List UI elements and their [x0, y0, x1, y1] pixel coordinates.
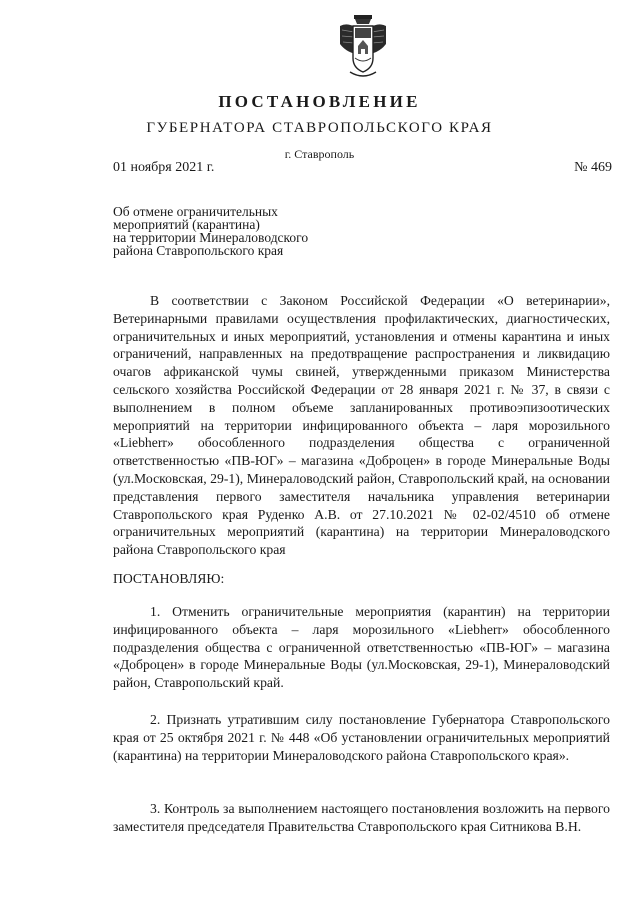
- coat-of-arms-icon: [336, 14, 390, 80]
- document-city: г. Ставрополь: [284, 147, 355, 161]
- subject-line: района Ставропольского края: [113, 243, 284, 258]
- preamble-paragraph: В соответствии с Законом Российской Федерации «О ветеринарии», Ветеринарными правилами осуществления профилактических, диагностических, ограничительных и иных мероприятий, установления и отмены карантина и иных ограничений, направленных на предотвращение распространения и ликвидацию очагов африканской чумы свиней, утвержденными приказом Министерства сельского хозяйства Российской Федерации от 28 января 2021 г. № 37, в связи с выполнением в полном объеме запланированных противоэпизоотических мероприятий на территории инфицированного объекта – ларя морозильного «Liebherr» обособленного подразделения общества с ограниченной ответственностью «ПВ-ЮГ» – магазина «Доброцен» в городе Минеральные Воды (ул.Московская, 29-1), Минераловодский район, Ставропольский край, на основании представления первого заместителя начальника управления ветеринарии Ставропольского края Руденко А.В. от 27.10.2021 № 02-02/4510 об отмене ограничительных мероприятий (карантина) на территории Минераловодского района Ставропольского края: [113, 293, 610, 558]
- subject-line: на территории Минераловодского: [113, 230, 309, 245]
- decree-heading: ПОСТАНОВЛЯЮ:: [113, 571, 225, 586]
- decree-item-2: 2. Признать утратившим силу постановление Губернатора Ставропольского края от 25 октября 2021 г. № 448 «Об установлении ограничительных мероприятий (карантина) на территории Минераловодского района Ставропольского края».: [113, 712, 610, 763]
- document-subject: [113, 205, 308, 257]
- subject-line: Об отмене ограничительных: [113, 204, 278, 219]
- subject-line: мероприятий (карантина): [113, 217, 260, 232]
- document-number: № 469: [574, 160, 612, 175]
- document-title: ПОСТАНОВЛЕНИЕ: [218, 92, 421, 111]
- document-date: 01 ноября 2021 г.: [113, 160, 215, 175]
- decree-item-3: 3. Контроль за выполнением настоящего постановления возложить на первого заместителя председателя Правительства Ставропольского края Ситникова В.Н.: [113, 801, 610, 834]
- document-issuer: ГУБЕРНАТОРА СТАВРОПОЛЬСКОГО КРАЯ: [146, 120, 493, 136]
- decree-item-1: 1. Отменить ограничительные мероприятия (карантин) на территории инфицированного объекта – ларя морозильного «Liebherr» обособленного подразделения общества с ограниченной ответственностью «ПВ-ЮГ» – магазина «Доброцен» в городе Минеральные Воды (ул.Московская, 29-1), Минераловодский район, Ставропольский край.: [113, 604, 610, 691]
